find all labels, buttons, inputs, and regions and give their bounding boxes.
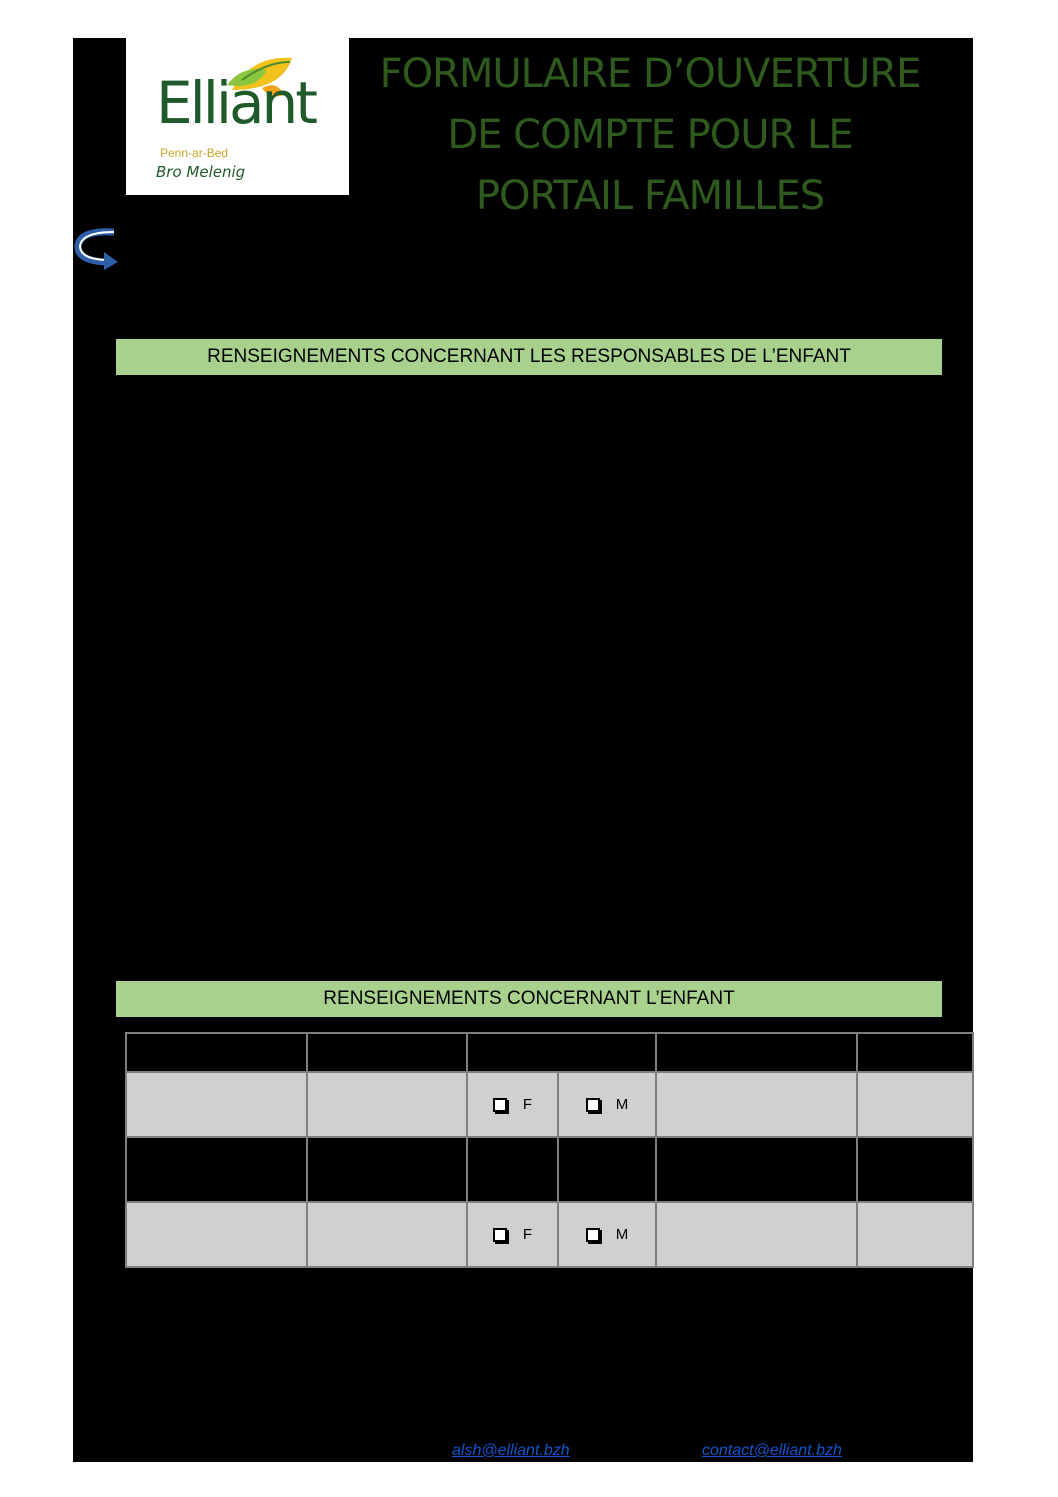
table-row bbox=[126, 1137, 973, 1202]
sex-f-cell[interactable] bbox=[467, 1137, 558, 1202]
firstname-cell[interactable] bbox=[307, 1072, 467, 1137]
extra-cell[interactable] bbox=[857, 1072, 973, 1137]
section-header-enfant: RENSEIGNEMENTS CONCERNANT L’ENFANT bbox=[116, 981, 942, 1017]
logo-wordmark: Elliant bbox=[156, 69, 316, 137]
table-row bbox=[126, 1072, 973, 1137]
birthdate-cell[interactable] bbox=[656, 1137, 857, 1202]
email-link-contact[interactable]: contact@elliant.bzh bbox=[702, 1442, 842, 1459]
curved-arrow-icon bbox=[70, 224, 120, 272]
sex-m-label: M bbox=[615, 1096, 629, 1113]
extra-cell[interactable] bbox=[857, 1202, 973, 1267]
table-header-row bbox=[126, 1033, 973, 1072]
sex-f-label: F bbox=[522, 1096, 533, 1113]
table-row bbox=[126, 1202, 973, 1267]
name-cell[interactable] bbox=[126, 1137, 307, 1202]
header-cell bbox=[126, 1033, 307, 1072]
header-cell bbox=[307, 1033, 467, 1072]
sex-m-cell[interactable] bbox=[558, 1072, 656, 1137]
page-title bbox=[360, 44, 940, 227]
title-line-1: FORMULAIRE D’OUVERTURE bbox=[379, 51, 921, 97]
checkbox-icon[interactable] bbox=[586, 1098, 600, 1112]
name-cell[interactable] bbox=[126, 1202, 307, 1267]
checkbox-icon[interactable] bbox=[493, 1228, 507, 1242]
sex-f-label: F bbox=[522, 1226, 533, 1243]
logo-subtitle: Penn-ar-Bed bbox=[160, 146, 229, 160]
sex-m-cell[interactable] bbox=[558, 1137, 656, 1202]
header-cell bbox=[656, 1033, 857, 1072]
checkbox-icon[interactable] bbox=[493, 1098, 507, 1112]
section-header-responsables: RENSEIGNEMENTS CONCERNANT LES RESPONSABLES DE L’ENFANT bbox=[116, 339, 942, 375]
email-link-alsh[interactable]: alsh@elliant.bzh bbox=[452, 1442, 570, 1459]
sex-f-cell[interactable] bbox=[467, 1072, 558, 1137]
birthdate-cell[interactable] bbox=[656, 1072, 857, 1137]
firstname-cell[interactable] bbox=[307, 1202, 467, 1267]
header-cell bbox=[857, 1033, 973, 1072]
birthdate-cell[interactable] bbox=[656, 1202, 857, 1267]
checkbox-icon[interactable] bbox=[586, 1228, 600, 1242]
name-cell[interactable] bbox=[126, 1072, 307, 1137]
firstname-cell[interactable] bbox=[307, 1137, 467, 1202]
logo-tagline: Bro Melenig bbox=[156, 163, 246, 181]
extra-cell[interactable] bbox=[857, 1137, 973, 1202]
header-cell bbox=[467, 1033, 656, 1072]
sex-m-label: M bbox=[615, 1226, 629, 1243]
sex-m-cell[interactable] bbox=[558, 1202, 656, 1267]
title-line-3: PORTAIL FAMILLES bbox=[475, 173, 825, 219]
title-line-2: DE COMPTE POUR LE bbox=[447, 112, 853, 158]
sex-f-cell[interactable] bbox=[467, 1202, 558, 1267]
logo bbox=[126, 38, 349, 195]
child-info-table bbox=[125, 1032, 974, 1268]
